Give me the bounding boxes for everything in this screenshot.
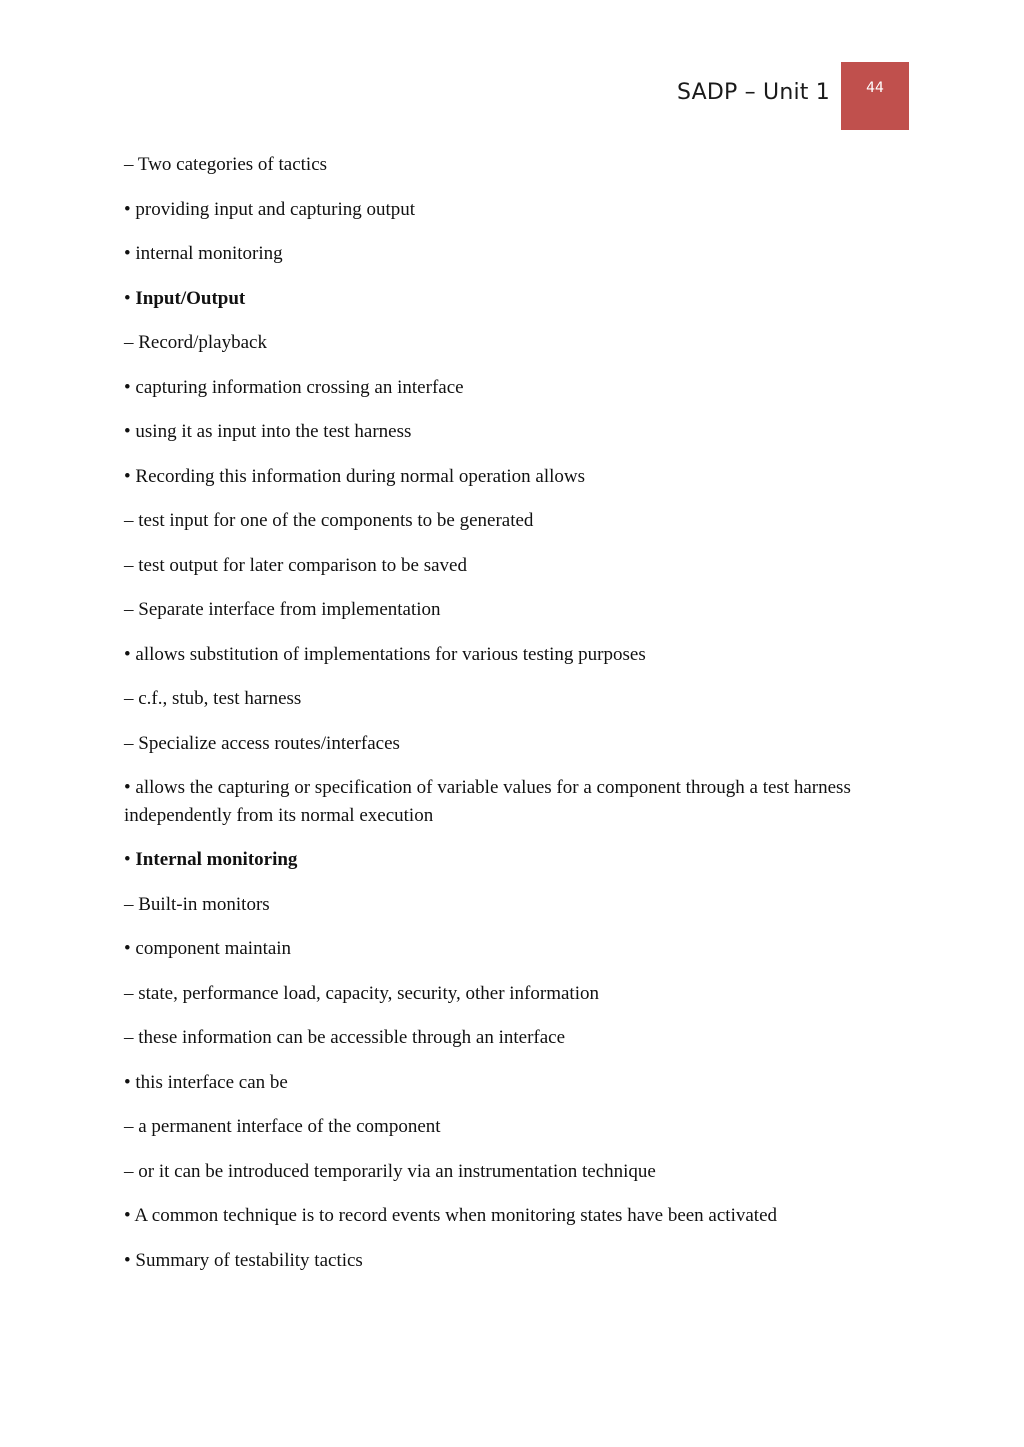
section-heading-input-output: Input/Output [135,287,246,309]
running-header-title: SADP – Unit 1 [677,80,830,105]
line-prefix: – [124,732,139,754]
line-text: Two categories of tactics [137,154,328,175]
section-heading-internal-monitoring: Internal monitoring [135,849,298,870]
line-text: allows substitution of implementations for various testing purposes [135,643,646,665]
text-line [124,507,864,535]
text-line [124,1113,864,1141]
text-line [124,1247,864,1275]
line-text: using it as input into the test harness [135,421,412,442]
line-text: this interface can be [135,1071,288,1093]
line-text: allows the capturing or specification of variable values for a component through a test harness independently from its normal execution [124,777,851,826]
text-line [124,418,864,446]
line-text: providing input and capturing output [135,198,416,220]
text-line [124,730,864,758]
line-prefix: – [124,1116,139,1137]
line-prefix: • [124,198,136,220]
line-prefix: • [124,849,136,870]
line-text: Built-in monitors [138,893,270,915]
line-text: component maintain [135,938,292,959]
line-text: test output for later comparison to be saved [138,554,467,576]
text-line [124,980,864,1008]
text-line [124,685,864,713]
line-prefix: • [124,1071,136,1093]
line-prefix: • [124,1249,136,1271]
text-line [124,641,864,669]
line-text: test input for one of the components to be generated [138,510,534,531]
line-prefix: – [124,1027,139,1048]
line-prefix: – [124,510,139,531]
section-heading-line [124,846,864,874]
line-text: A common technique is to record events when monitoring states have been activated [134,1205,778,1226]
text-line [124,240,864,268]
line-text: state, performance load, capacity, security, other information [138,982,599,1004]
line-prefix: – [124,688,139,709]
line-prefix: • [124,465,136,487]
line-text: Specialize access routes/interfaces [138,732,400,754]
line-prefix: • [124,777,136,798]
text-line [124,329,864,357]
line-text: internal monitoring [135,243,283,264]
line-prefix: • [124,376,136,398]
line-prefix: – [124,154,138,175]
page-number-badge [841,62,909,130]
line-text: Record/playback [138,332,267,353]
line-prefix: • [124,1205,135,1226]
line-prefix: • [124,243,136,264]
text-line [124,1158,864,1186]
line-prefix: – [124,599,139,620]
text-line [124,596,864,624]
line-text: Separate interface from implementation [138,599,441,620]
line-text: Summary of testability tactics [135,1249,363,1271]
text-line [124,1024,864,1052]
text-line [124,1069,864,1097]
line-prefix: – [124,1160,139,1182]
line-text: a permanent interface of the component [138,1116,441,1137]
line-prefix: • [124,938,136,959]
line-text: capturing information crossing an interface [135,376,464,398]
text-line [124,196,864,224]
line-prefix: • [124,643,136,665]
text-line [124,463,864,491]
line-text: these information can be accessible through an interface [138,1027,566,1048]
text-line [124,1202,864,1230]
page-number: 44 [866,80,884,96]
text-line [124,935,864,963]
text-line [124,552,864,580]
line-prefix: – [124,554,139,576]
line-prefix: – [124,332,139,353]
text-line [124,774,864,829]
line-prefix: • [124,287,136,309]
line-prefix: – [124,982,139,1004]
text-line [124,151,864,179]
line-text: c.f., stub, test harness [138,688,302,709]
line-text: or it can be introduced temporarily via an instrumentation technique [138,1160,656,1182]
text-line [124,891,864,919]
section-heading-line [124,285,864,313]
line-prefix: – [124,893,139,915]
line-text: Recording this information during normal operation allows [135,465,585,487]
line-prefix: • [124,421,136,442]
document-body [124,151,864,1291]
text-line [124,374,864,402]
